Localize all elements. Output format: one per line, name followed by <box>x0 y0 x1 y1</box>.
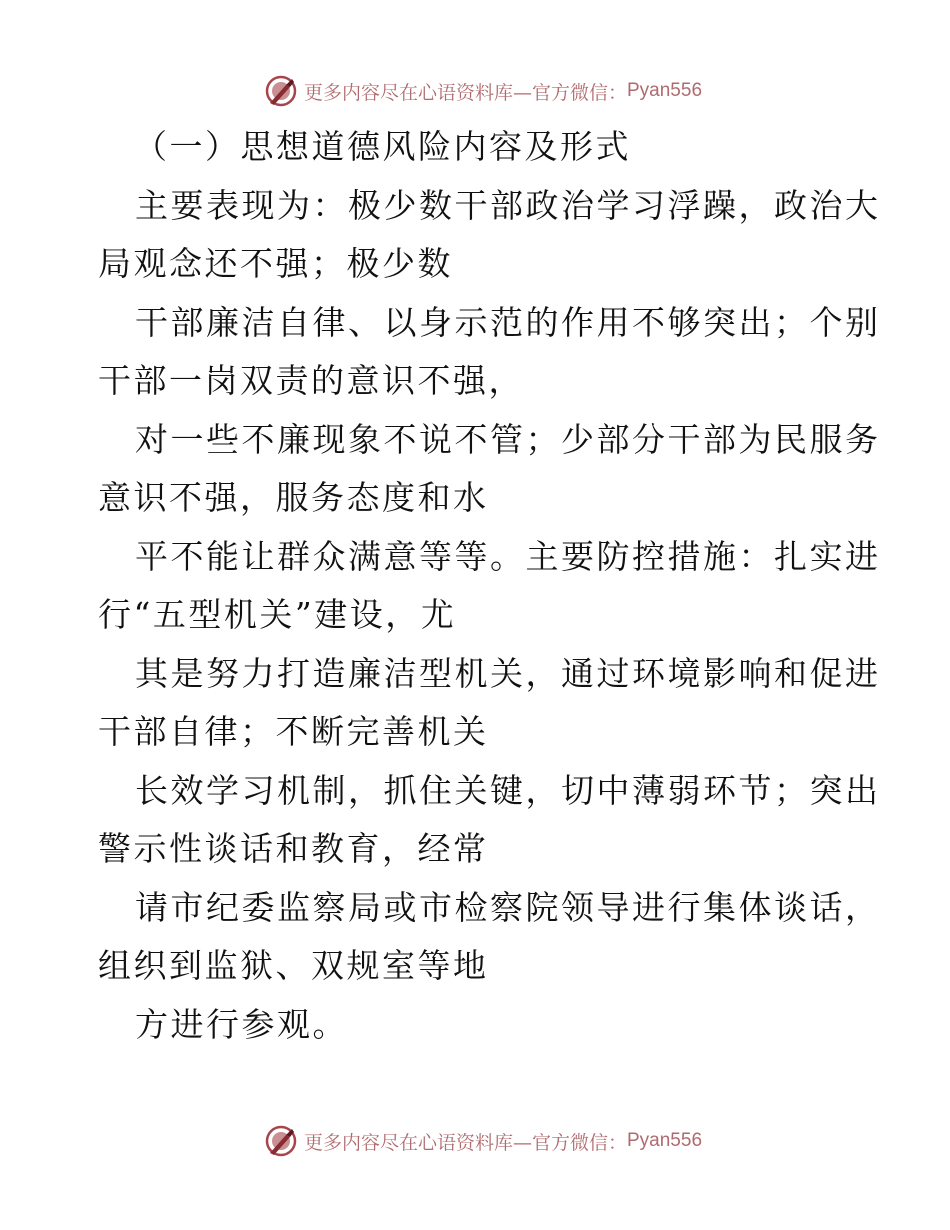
watermark-footer-inner <box>264 1124 702 1158</box>
paragraph-line: 平不能让群众满意等等。主要防控措施：扎实进 <box>135 536 881 576</box>
section-heading: （一）思想道德风险内容及形式 <box>134 127 631 166</box>
paragraph-line: 请市纪委监察局或市检察院领导进行集体谈话， <box>135 887 881 927</box>
watermark-header-inner <box>264 74 702 108</box>
paragraph-line: 方进行参观。 <box>135 1004 348 1044</box>
paragraph-line: 意识不强，服务态度和水 <box>98 478 489 517</box>
paragraph-line: 主要表现为：极少数干部政治学习浮躁，政治大 <box>135 185 881 225</box>
pen-logo-icon <box>264 74 298 108</box>
paragraph-line: 组织到监狱、双规室等地 <box>98 946 489 985</box>
watermark-footer <box>0 1121 950 1161</box>
watermark-wechat-id: Pyan556 <box>627 80 703 101</box>
watermark-header <box>0 71 950 111</box>
paragraph-line: 干部廉洁自律、以身示范的作用不够突出；个别 <box>135 302 881 342</box>
watermark-text: 更多内容尽在心语资料库—官方微信： <box>303 81 627 104</box>
document-body <box>98 118 881 1054</box>
paragraph-line: 干部一岗双责的意识不强， <box>98 361 524 400</box>
paragraph-line: 干部自律；不断完善机关 <box>98 712 489 751</box>
paragraph-line: 其是努力打造廉洁型机关，通过环境影响和促进 <box>135 653 881 693</box>
pen-logo-icon <box>264 1124 298 1158</box>
paragraph-line: 警示性谈话和教育，经常 <box>98 829 489 868</box>
paragraph-line: 长效学习机制，抓住关键，切中薄弱环节；突出 <box>135 770 881 810</box>
watermark-text: 更多内容尽在心语资料库—官方微信： <box>303 1131 627 1154</box>
paragraph-line: 对一些不廉现象不说不管；少部分干部为民服务 <box>135 419 881 459</box>
paragraph-line: 行“五型机关”建设，尤 <box>98 595 457 634</box>
paragraph-line: 局观念还不强；极少数 <box>98 244 453 283</box>
watermark-wechat-id: Pyan556 <box>627 1130 703 1151</box>
